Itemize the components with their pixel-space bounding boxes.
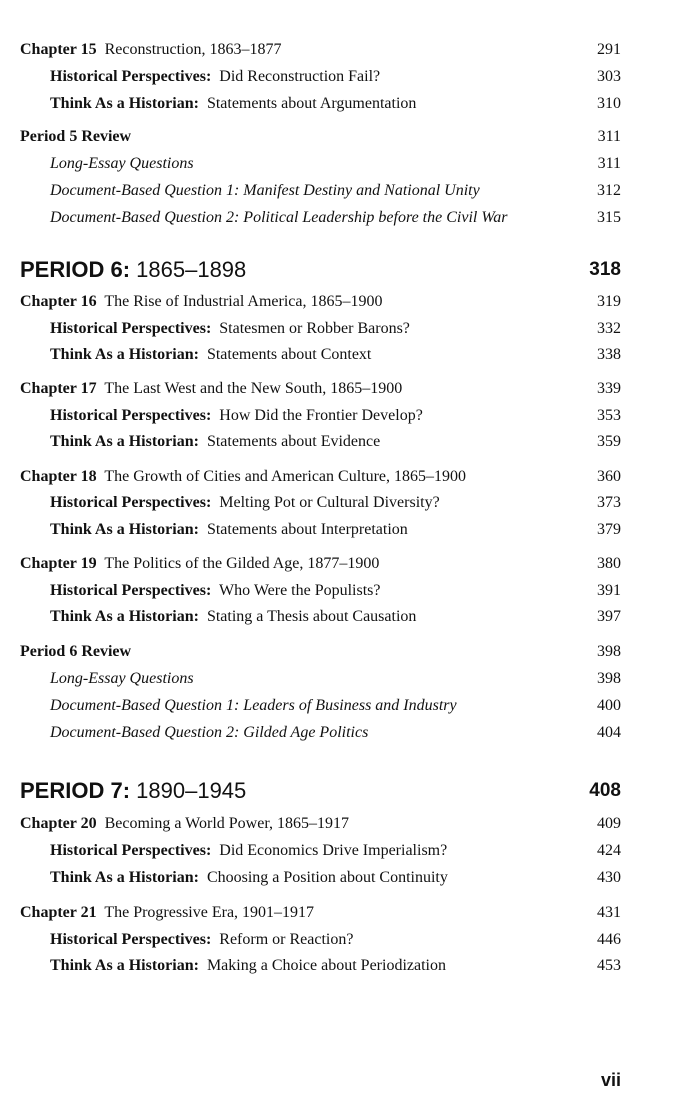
page-number: 380 (597, 555, 621, 572)
period-6-heading (0, 253, 700, 287)
chapter-title: The Last West and the New South, 1865–1900 (104, 380, 403, 397)
review-item-title: Document-Based Question 2: Political Leadership before the Civil War (50, 209, 508, 226)
section-title: How Did the Frontier Develop? (219, 407, 423, 424)
section-title: Did Economics Drive Imperialism? (219, 842, 448, 859)
toc-chapter-20 (0, 811, 700, 837)
page-number: 360 (597, 468, 621, 485)
toc-historical-perspectives-20 (0, 838, 700, 864)
toc-think-historian-15 (0, 91, 700, 117)
chapter-label: Chapter 15 (20, 41, 97, 58)
chapter-title: The Progressive Era, 1901–1917 (104, 904, 315, 921)
period-7-heading (0, 774, 700, 808)
page-number: 409 (597, 815, 621, 832)
section-title: Reform or Reaction? (219, 931, 354, 948)
toc-think-historian-18 (0, 517, 700, 543)
toc-chapter-18 (0, 464, 700, 490)
toc-historical-perspectives-15 (0, 64, 700, 90)
section-label: Think As a Historian: (50, 521, 199, 538)
page-number: 303 (597, 68, 621, 85)
section-title: Melting Pot or Cultural Diversity? (219, 494, 440, 511)
toc-historical-perspectives-18 (0, 490, 700, 516)
chapter-title: Becoming a World Power, 1865–1917 (104, 815, 350, 832)
page-folio: vii (600, 1070, 621, 1090)
page-number: 311 (597, 155, 621, 172)
toc-chapter-21 (0, 900, 700, 926)
toc-historical-perspectives-16 (0, 316, 700, 342)
toc-think-historian-19 (0, 604, 700, 630)
page-number: 373 (597, 494, 621, 511)
toc-dbq2-5 (0, 205, 700, 231)
toc-think-historian-16 (0, 342, 700, 368)
section-title: Statements about Context (206, 346, 372, 363)
page-number: 310 (597, 95, 621, 112)
chapter-title: Reconstruction, 1863–1877 (104, 41, 282, 58)
toc-period-5-review (0, 124, 700, 150)
toc-dbq1-5 (0, 178, 700, 204)
toc-chapter-17 (0, 376, 700, 402)
chapter-label: Chapter 16 (20, 293, 97, 310)
toc-dbq1-6 (0, 693, 700, 719)
toc-historical-perspectives-17 (0, 403, 700, 429)
page-number: 398 (597, 670, 621, 687)
section-label: Think As a Historian: (50, 957, 199, 974)
page-number: 291 (597, 41, 621, 58)
section-label: Historical Perspectives: (50, 931, 212, 948)
toc-chapter-19 (0, 551, 700, 577)
page-number: 398 (597, 643, 621, 660)
toc-historical-perspectives-21 (0, 927, 700, 953)
toc-chapter-16 (0, 289, 700, 315)
section-title: Statements about Interpretation (206, 521, 408, 538)
review-label: Period 6 Review (20, 643, 132, 660)
page-number: 353 (597, 407, 621, 424)
section-label: Historical Perspectives: (50, 842, 212, 859)
review-item-title: Document-Based Question 1: Leaders of Business and Industry (50, 697, 457, 714)
chapter-title: The Rise of Industrial America, 1865–1900 (104, 293, 383, 310)
page-number: 397 (597, 608, 621, 625)
toc-think-historian-20 (0, 865, 700, 891)
section-title: Stating a Thesis about Causation (206, 608, 417, 625)
section-title: Choosing a Position about Continuity (206, 869, 448, 886)
section-title: Statements about Evidence (206, 433, 381, 450)
chapter-label: Chapter 19 (20, 555, 97, 572)
page-number: 404 (597, 724, 621, 741)
section-title: Who Were the Populists? (219, 582, 381, 599)
page-number: 339 (597, 380, 621, 397)
section-label: Historical Perspectives: (50, 582, 212, 599)
chapter-label: Chapter 21 (20, 904, 97, 921)
section-title: Statements about Argumentation (206, 95, 417, 112)
toc-period-6-review (0, 639, 700, 665)
toc-long-essay-5 (0, 151, 700, 177)
review-item-title: Long-Essay Questions (50, 155, 194, 172)
page-number: 312 (597, 182, 621, 199)
page-number: 319 (597, 293, 621, 310)
toc-think-historian-21 (0, 953, 700, 979)
toc-long-essay-6 (0, 666, 700, 692)
page-number: 391 (597, 582, 621, 599)
period-label: PERIOD 6: (20, 257, 131, 282)
page-number: 446 (597, 931, 621, 948)
section-title: Did Reconstruction Fail? (219, 68, 381, 85)
section-title: Statesmen or Robber Barons? (219, 320, 410, 337)
period-label: PERIOD 7: (20, 778, 131, 803)
section-label: Think As a Historian: (50, 869, 199, 886)
page-number: 430 (597, 869, 621, 886)
review-item-title: Long-Essay Questions (50, 670, 194, 687)
toc-historical-perspectives-19 (0, 578, 700, 604)
toc-think-historian-17 (0, 429, 700, 455)
page-number: 315 (597, 209, 621, 226)
toc-dbq2-6 (0, 720, 700, 746)
section-label: Historical Perspectives: (50, 407, 212, 424)
period-years: 1890–1945 (136, 778, 247, 803)
section-label: Think As a Historian: (50, 346, 199, 363)
page-number: 424 (597, 842, 621, 859)
review-label: Period 5 Review (20, 128, 132, 145)
page-number: 332 (597, 320, 621, 337)
chapter-label: Chapter 17 (20, 380, 97, 397)
page-number: 408 (589, 780, 621, 801)
section-label: Think As a Historian: (50, 433, 199, 450)
review-item-title: Document-Based Question 2: Gilded Age Politics (50, 724, 369, 741)
section-label: Think As a Historian: (50, 608, 199, 625)
chapter-label: Chapter 18 (20, 468, 97, 485)
chapter-label: Chapter 20 (20, 815, 97, 832)
section-title: Making a Choice about Periodization (206, 957, 446, 974)
section-label: Historical Perspectives: (50, 494, 212, 511)
page-number: 359 (597, 433, 621, 450)
page-number: 453 (597, 957, 621, 974)
page-number: 311 (597, 128, 621, 145)
section-label: Think As a Historian: (50, 95, 199, 112)
period-years: 1865–1898 (136, 257, 247, 282)
chapter-title: The Growth of Cities and American Culture, 1865–1900 (104, 468, 467, 485)
page-number: 338 (597, 346, 621, 363)
toc-chapter-15 (0, 37, 700, 63)
page-number: 318 (589, 259, 621, 280)
section-label: Historical Perspectives: (50, 320, 212, 337)
page-number: 431 (597, 904, 621, 921)
section-label: Historical Perspectives: (50, 68, 212, 85)
chapter-title: The Politics of the Gilded Age, 1877–1900 (104, 555, 380, 572)
page-number: 400 (597, 697, 621, 714)
review-item-title: Document-Based Question 1: Manifest Destiny and National Unity (50, 182, 480, 199)
page-number: 379 (597, 521, 621, 538)
